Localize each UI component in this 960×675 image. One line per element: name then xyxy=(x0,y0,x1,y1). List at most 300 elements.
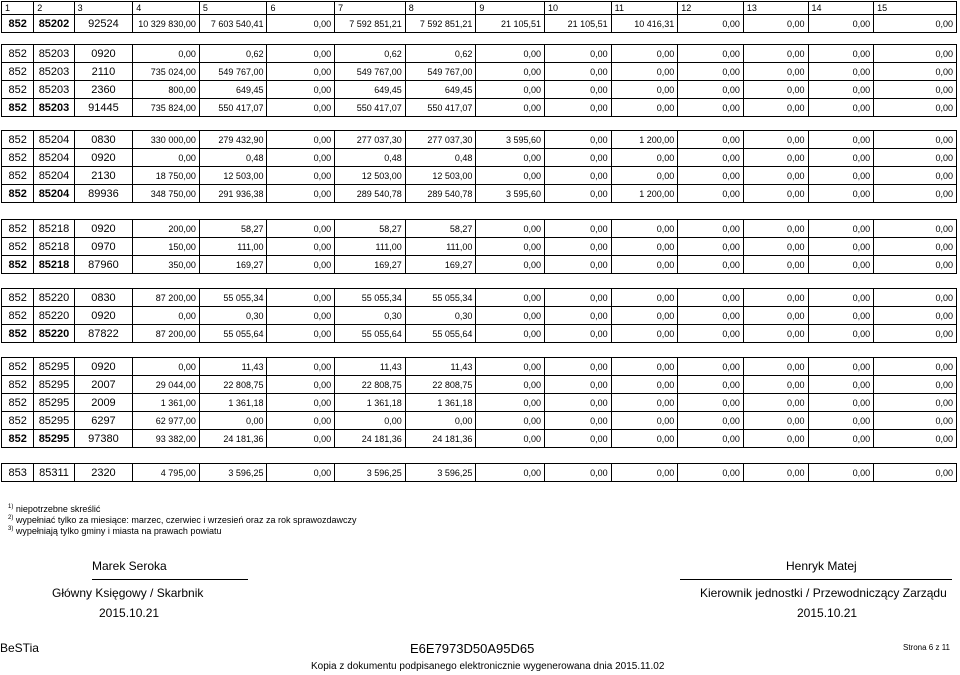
signature-right-role: Kierownik jednostki / Przewodniczący Zarządu xyxy=(700,586,947,600)
table-cell: 0,00 xyxy=(267,376,335,394)
table-cell: 0,62 xyxy=(199,45,267,63)
column-number-11: 11 xyxy=(611,2,678,15)
table-cell: 0,00 xyxy=(476,238,545,256)
table-cell: 0,00 xyxy=(808,131,874,149)
table-cell: 0,00 xyxy=(545,45,612,63)
table-cell: 58,27 xyxy=(405,220,476,238)
table-cell: 0,00 xyxy=(808,99,874,117)
table-cell: 0,00 xyxy=(545,325,612,343)
table-cell: 0,00 xyxy=(874,376,957,394)
table-cell: 277 037,30 xyxy=(405,131,476,149)
table-cell: 0,00 xyxy=(267,220,335,238)
table-cell: 0,00 xyxy=(874,131,957,149)
table-cell: 0,00 xyxy=(267,412,335,430)
table-cell: 85203 xyxy=(34,45,74,63)
table-cell: 852 xyxy=(2,15,34,33)
table-cell: 24 181,36 xyxy=(405,430,476,448)
table-cell: 22 808,75 xyxy=(335,376,406,394)
table-row xyxy=(2,45,957,63)
table-cell: 0,00 xyxy=(133,358,200,376)
table-cell: 0,00 xyxy=(743,256,808,274)
table-cell: 169,27 xyxy=(335,256,406,274)
table-cell: 852 xyxy=(2,220,34,238)
table-cell: 85218 xyxy=(34,256,74,274)
table-cell: 0,00 xyxy=(476,307,545,325)
table-cell: 0,00 xyxy=(611,464,678,482)
table-cell: 0,00 xyxy=(476,376,545,394)
table-cell: 0,00 xyxy=(476,45,545,63)
table-cell: 0,00 xyxy=(133,149,200,167)
table-cell: 0,00 xyxy=(545,394,612,412)
table-cell: 4 795,00 xyxy=(133,464,200,482)
table-cell: 10 329 830,00 xyxy=(133,15,200,33)
table-cell: 7 592 851,21 xyxy=(405,15,476,33)
table-cell: 0,00 xyxy=(874,289,957,307)
table-cell: 3 596,25 xyxy=(199,464,267,482)
table-cell: 0,00 xyxy=(678,149,744,167)
table-cell: 0,00 xyxy=(545,430,612,448)
table-cell: 0,00 xyxy=(611,63,678,81)
table-cell: 0,00 xyxy=(678,167,744,185)
table-cell: 0,00 xyxy=(874,167,957,185)
table-row xyxy=(2,149,957,167)
table-cell: 0,00 xyxy=(267,289,335,307)
table-cell: 0,00 xyxy=(545,220,612,238)
table-cell: 350,00 xyxy=(133,256,200,274)
table-cell: 55 055,64 xyxy=(335,325,406,343)
table-cell: 852 xyxy=(2,376,34,394)
table-cell: 0,00 xyxy=(611,238,678,256)
table-cell: 0,00 xyxy=(405,412,476,430)
table-cell: 0,00 xyxy=(874,464,957,482)
table-cell: 11,43 xyxy=(335,358,406,376)
table-cell: 852 xyxy=(2,238,34,256)
table-cell: 0,00 xyxy=(267,358,335,376)
table-cell: 18 750,00 xyxy=(133,167,200,185)
table-cell: 85204 xyxy=(34,149,74,167)
table-cell: 0,00 xyxy=(808,430,874,448)
table-cell: 0,00 xyxy=(545,238,612,256)
table-cell: 0,48 xyxy=(199,149,267,167)
table-cell: 55 055,64 xyxy=(405,325,476,343)
table-cell: 0,00 xyxy=(808,289,874,307)
table-row xyxy=(2,307,957,325)
table-cell: 0,00 xyxy=(611,81,678,99)
table-cell: 0,00 xyxy=(267,63,335,81)
table-cell: 0,00 xyxy=(808,358,874,376)
table-cell: 12 503,00 xyxy=(199,167,267,185)
table-cell: 852 xyxy=(2,149,34,167)
table-cell: 111,00 xyxy=(405,238,476,256)
table-cell: 649,45 xyxy=(335,81,406,99)
table-cell: 2130 xyxy=(74,167,133,185)
table-cell: 0830 xyxy=(74,289,133,307)
table-cell: 0,00 xyxy=(267,325,335,343)
table-cell: 1 200,00 xyxy=(611,131,678,149)
table-cell: 1 361,18 xyxy=(335,394,406,412)
column-number-7: 7 xyxy=(335,2,406,15)
table-cell: 3 595,60 xyxy=(476,131,545,149)
signature-right-date: 2015.10.21 xyxy=(797,606,858,620)
table-cell: 0920 xyxy=(74,358,133,376)
footer-system: BeSTia xyxy=(0,641,39,655)
table-cell: 85220 xyxy=(34,307,74,325)
table-cell: 0,00 xyxy=(743,430,808,448)
table-cell: 0,00 xyxy=(678,131,744,149)
table-row-total xyxy=(2,430,957,448)
table-cell: 2110 xyxy=(74,63,133,81)
table-cell: 0,62 xyxy=(405,45,476,63)
table-cell: 0,00 xyxy=(267,15,335,33)
table-row xyxy=(2,358,957,376)
table-cell: 2009 xyxy=(74,394,133,412)
footnote-3: $^{3)}$ wypełniają tylko gminy i miasta na prawach powiatu xyxy=(8,526,222,536)
table-cell: 0,00 xyxy=(611,325,678,343)
table-row xyxy=(2,464,957,482)
table-cell: 55 055,34 xyxy=(335,289,406,307)
table-cell: 55 055,34 xyxy=(199,289,267,307)
table-cell: 0,00 xyxy=(808,167,874,185)
table-cell: 0,00 xyxy=(678,238,744,256)
table-cell: 0,00 xyxy=(476,430,545,448)
table-cell: 0,00 xyxy=(611,358,678,376)
table-cell: 0,00 xyxy=(743,412,808,430)
column-number-6: 6 xyxy=(267,2,335,15)
table-cell: 0,00 xyxy=(267,185,335,203)
column-number-15: 15 xyxy=(874,2,957,15)
table-cell: 0,00 xyxy=(476,63,545,81)
table-cell: 0,00 xyxy=(545,289,612,307)
table-cell: 2007 xyxy=(74,376,133,394)
table-cell: 0920 xyxy=(74,307,133,325)
table-cell: 0,00 xyxy=(743,99,808,117)
table-cell: 22 808,75 xyxy=(199,376,267,394)
table-cell: 7 603 540,41 xyxy=(199,15,267,33)
table-cell: 0,00 xyxy=(267,238,335,256)
column-number-8: 8 xyxy=(405,2,476,15)
table-cell: 11,43 xyxy=(199,358,267,376)
table-cell: 0,00 xyxy=(545,185,612,203)
table-cell: 85203 xyxy=(34,99,74,117)
table-cell: 735 024,00 xyxy=(133,63,200,81)
table-cell: 550 417,07 xyxy=(405,99,476,117)
table-row xyxy=(2,394,957,412)
table-cell: 3 596,25 xyxy=(335,464,406,482)
table-group xyxy=(1,14,957,33)
table-cell: 111,00 xyxy=(335,238,406,256)
table-cell: 0,00 xyxy=(808,15,874,33)
table-cell: 21 105,51 xyxy=(545,15,612,33)
footer-code: E6E7973D50A95D65 xyxy=(410,641,535,656)
table-cell: 0,00 xyxy=(808,220,874,238)
table-row xyxy=(2,131,957,149)
footer-page: Strona 6 z 11 xyxy=(903,643,950,652)
table-cell: 852 xyxy=(2,131,34,149)
table-cell: 0,00 xyxy=(874,63,957,81)
table-cell: 0,00 xyxy=(808,464,874,482)
column-number-13: 13 xyxy=(743,2,808,15)
table-cell: 279 432,90 xyxy=(199,131,267,149)
table-cell: 0,00 xyxy=(611,289,678,307)
table-cell: 87960 xyxy=(74,256,133,274)
table-cell: 0,00 xyxy=(743,464,808,482)
table-cell: 0,00 xyxy=(743,238,808,256)
table-cell: 852 xyxy=(2,45,34,63)
table-cell: 0,00 xyxy=(808,63,874,81)
table-cell: 85295 xyxy=(34,412,74,430)
table-group xyxy=(1,357,957,448)
table-cell: 85311 xyxy=(34,464,74,482)
table-cell: 85202 xyxy=(34,15,74,33)
table-cell: 7 592 851,21 xyxy=(335,15,406,33)
table-cell: 0,00 xyxy=(545,99,612,117)
table-cell: 0,00 xyxy=(874,238,957,256)
table-cell: 169,27 xyxy=(405,256,476,274)
table-cell: 289 540,78 xyxy=(335,185,406,203)
table-cell: 0,30 xyxy=(405,307,476,325)
table-cell: 0,00 xyxy=(808,81,874,99)
column-number-4: 4 xyxy=(133,2,200,15)
table-cell: 277 037,30 xyxy=(335,131,406,149)
table-cell: 852 xyxy=(2,430,34,448)
table-cell: 0,00 xyxy=(545,131,612,149)
table-cell: 0,00 xyxy=(545,256,612,274)
table-cell: 0,00 xyxy=(743,358,808,376)
table-cell: 0,00 xyxy=(743,45,808,63)
table-cell: 150,00 xyxy=(133,238,200,256)
table-cell: 0,00 xyxy=(678,394,744,412)
column-number-1: 1 xyxy=(2,2,34,15)
table-cell: 0,00 xyxy=(678,289,744,307)
table-row-total xyxy=(2,99,957,117)
table-cell: 3 595,60 xyxy=(476,185,545,203)
table-cell: 24 181,36 xyxy=(335,430,406,448)
table-cell: 169,27 xyxy=(199,256,267,274)
table-cell: 85203 xyxy=(34,63,74,81)
table-cell: 0,00 xyxy=(611,167,678,185)
table-cell: 0,30 xyxy=(199,307,267,325)
table-row xyxy=(2,81,957,99)
table-cell: 1 361,18 xyxy=(405,394,476,412)
table-cell: 852 xyxy=(2,394,34,412)
table-cell: 85295 xyxy=(34,430,74,448)
table-cell: 0,00 xyxy=(678,412,744,430)
table-cell: 85204 xyxy=(34,131,74,149)
table-cell: 3 596,25 xyxy=(405,464,476,482)
table-cell: 550 417,07 xyxy=(335,99,406,117)
table-cell: 0,00 xyxy=(267,81,335,99)
table-cell: 0,00 xyxy=(476,99,545,117)
table-cell: 291 936,38 xyxy=(199,185,267,203)
table-cell: 2360 xyxy=(74,81,133,99)
table-cell: 0,00 xyxy=(267,149,335,167)
table-cell: 0,00 xyxy=(743,394,808,412)
table-cell: 85220 xyxy=(34,325,74,343)
table-cell: 0,00 xyxy=(545,412,612,430)
footer-copy-note: Kopia z dokumentu podpisanego elektronicznie wygenerowana dnia 2015.11.02 xyxy=(311,661,665,672)
table-cell: 0,00 xyxy=(808,412,874,430)
table-cell: 0,00 xyxy=(743,131,808,149)
table-cell: 0,00 xyxy=(678,15,744,33)
column-number-10: 10 xyxy=(545,2,612,15)
table-cell: 62 977,00 xyxy=(133,412,200,430)
table-cell: 549 767,00 xyxy=(405,63,476,81)
column-number-14: 14 xyxy=(808,2,874,15)
table-cell: 111,00 xyxy=(199,238,267,256)
table-cell: 735 824,00 xyxy=(133,99,200,117)
table-cell: 0,30 xyxy=(335,307,406,325)
table-cell: 0,00 xyxy=(545,464,612,482)
table-cell: 852 xyxy=(2,167,34,185)
table-cell: 0,00 xyxy=(611,99,678,117)
table-cell: 0,00 xyxy=(874,15,957,33)
table-row xyxy=(2,220,957,238)
table-cell: 0,00 xyxy=(476,149,545,167)
table-cell: 0,48 xyxy=(335,149,406,167)
table-cell: 0,00 xyxy=(874,185,957,203)
table-cell: 0,00 xyxy=(476,325,545,343)
footnote-2: $^{2)}$ wypełniać tylko za miesiące: marzec, czerwiec i wrzesień oraz za rok sprawozdawczy xyxy=(8,515,357,525)
table-cell: 0,00 xyxy=(611,307,678,325)
table-row xyxy=(2,63,957,81)
table-cell: 0,00 xyxy=(267,307,335,325)
table-row-total xyxy=(2,325,957,343)
table-cell: 0,00 xyxy=(743,289,808,307)
table-cell: 289 540,78 xyxy=(405,185,476,203)
table-cell: 0,00 xyxy=(743,15,808,33)
table-cell: 800,00 xyxy=(133,81,200,99)
table-cell: 0,00 xyxy=(743,325,808,343)
table-cell: 29 044,00 xyxy=(133,376,200,394)
table-cell: 0,00 xyxy=(335,412,406,430)
table-cell: 0,00 xyxy=(678,63,744,81)
table-cell: 0,00 xyxy=(267,45,335,63)
table-row-total xyxy=(2,15,957,33)
table-cell: 0,00 xyxy=(678,430,744,448)
table-cell: 0,00 xyxy=(267,394,335,412)
table-cell: 21 105,51 xyxy=(476,15,545,33)
table-cell: 0,00 xyxy=(874,45,957,63)
footnote-1: $^{1)}$ niepotrzebne skreślić xyxy=(8,504,101,514)
table-cell: 0,00 xyxy=(678,325,744,343)
table-cell: 0,00 xyxy=(267,430,335,448)
table-cell: 97380 xyxy=(74,430,133,448)
table-cell: 549 767,00 xyxy=(335,63,406,81)
table-cell: 852 xyxy=(2,307,34,325)
table-cell: 0,00 xyxy=(678,376,744,394)
table-cell: 85295 xyxy=(34,358,74,376)
table-cell: 0,00 xyxy=(545,81,612,99)
table-cell: 0,00 xyxy=(874,412,957,430)
table-cell: 0,00 xyxy=(611,412,678,430)
table-cell: 0,00 xyxy=(808,185,874,203)
table-cell: 0,00 xyxy=(874,325,957,343)
table-cell: 58,27 xyxy=(335,220,406,238)
table-cell: 0,00 xyxy=(874,81,957,99)
table-cell: 0,00 xyxy=(133,45,200,63)
table-cell: 10 416,31 xyxy=(611,15,678,33)
table-cell: 0,00 xyxy=(545,167,612,185)
table-cell: 12 503,00 xyxy=(405,167,476,185)
table-cell: 55 055,34 xyxy=(405,289,476,307)
table-cell: 0,00 xyxy=(678,45,744,63)
table-cell: 0,00 xyxy=(678,99,744,117)
table-cell: 549 767,00 xyxy=(199,63,267,81)
table-row xyxy=(2,412,957,430)
table-cell: 11,43 xyxy=(405,358,476,376)
table-cell: 0830 xyxy=(74,131,133,149)
table-group xyxy=(1,219,957,274)
table-cell: 0,00 xyxy=(743,167,808,185)
table-cell: 0,00 xyxy=(476,167,545,185)
table-cell: 0,00 xyxy=(874,220,957,238)
table-cell: 852 xyxy=(2,358,34,376)
table-cell: 0,00 xyxy=(133,307,200,325)
table-cell: 0,00 xyxy=(267,464,335,482)
table-cell: 92524 xyxy=(74,15,133,33)
table-cell: 0,00 xyxy=(678,307,744,325)
table-cell: 0,00 xyxy=(743,81,808,99)
table-group xyxy=(1,288,957,343)
table-cell: 0,00 xyxy=(267,256,335,274)
column-number-header xyxy=(1,1,957,15)
table-cell: 0,00 xyxy=(476,412,545,430)
table-cell: 0,00 xyxy=(874,394,957,412)
table-cell: 0970 xyxy=(74,238,133,256)
table-cell: 0,00 xyxy=(476,464,545,482)
table-cell: 24 181,36 xyxy=(199,430,267,448)
column-number-12: 12 xyxy=(678,2,744,15)
table-group xyxy=(1,44,957,117)
table-cell: 0920 xyxy=(74,45,133,63)
table-cell: 0,00 xyxy=(476,289,545,307)
table-cell: 852 xyxy=(2,81,34,99)
table-cell: 85218 xyxy=(34,238,74,256)
table-cell: 550 417,07 xyxy=(199,99,267,117)
table-cell: 0,00 xyxy=(267,167,335,185)
table-cell: 0,00 xyxy=(678,81,744,99)
table-cell: 0,48 xyxy=(405,149,476,167)
column-number-5: 5 xyxy=(199,2,267,15)
table-row-total xyxy=(2,256,957,274)
table-row xyxy=(2,289,957,307)
table-cell: 0,00 xyxy=(743,185,808,203)
table-row xyxy=(2,376,957,394)
table-cell: 200,00 xyxy=(133,220,200,238)
table-cell: 0,00 xyxy=(874,256,957,274)
table-cell: 0,00 xyxy=(476,256,545,274)
table-cell: 852 xyxy=(2,99,34,117)
table-cell: 91445 xyxy=(74,99,133,117)
table-cell: 0,00 xyxy=(545,149,612,167)
table-cell: 0,62 xyxy=(335,45,406,63)
table-cell: 2320 xyxy=(74,464,133,482)
table-cell: 0,00 xyxy=(874,358,957,376)
table-cell: 0,00 xyxy=(476,220,545,238)
table-cell: 6297 xyxy=(74,412,133,430)
column-number-3: 3 xyxy=(74,2,133,15)
table-cell: 0,00 xyxy=(611,220,678,238)
table-cell: 0,00 xyxy=(476,394,545,412)
table-cell: 85220 xyxy=(34,289,74,307)
table-cell: 852 xyxy=(2,325,34,343)
signature-left-name: Marek Seroka xyxy=(92,559,167,573)
table-cell: 0,00 xyxy=(678,185,744,203)
table-cell: 89936 xyxy=(74,185,133,203)
table-cell: 852 xyxy=(2,289,34,307)
table-cell: 0,00 xyxy=(476,81,545,99)
table-cell: 0,00 xyxy=(874,430,957,448)
